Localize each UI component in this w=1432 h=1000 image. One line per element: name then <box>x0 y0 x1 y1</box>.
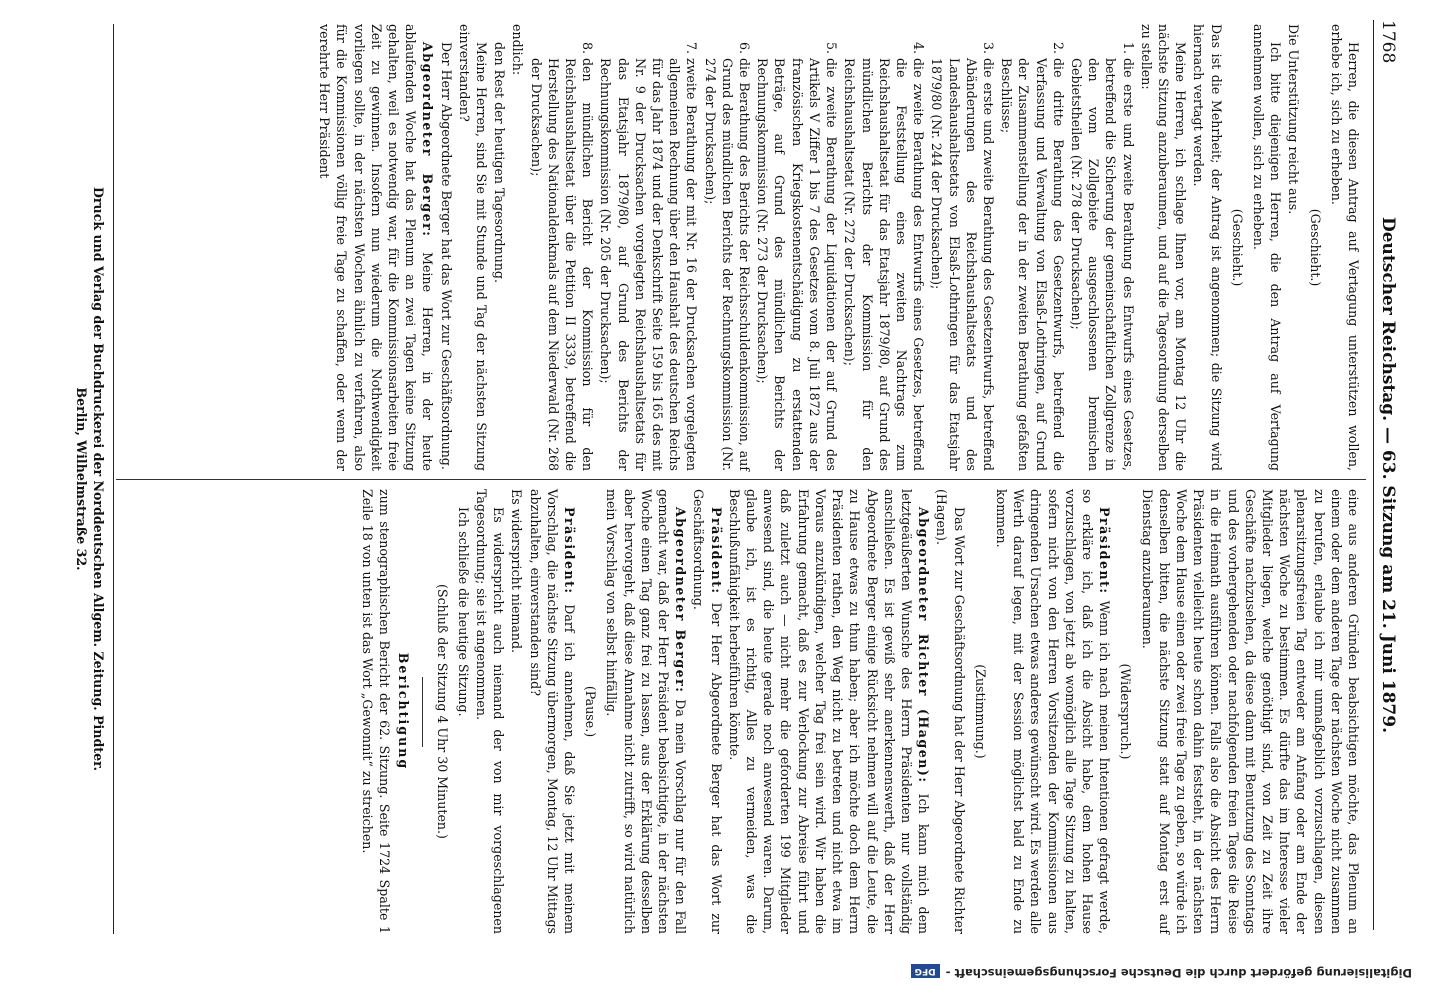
paragraph-text: endlich: <box>510 24 526 76</box>
agenda-item: 5. die zweite Berathung der Liquidationen der auf Grund des Artikels V Ziffer 1 bis 7 des Gesetzes vom 8. Juli 1872 aus der französischen Kriegskostenentschädigung zu erstattenden Beträge, auf Grund des mündlichen Berichts der Rechnungskommission (Nr. 273 der Drucksachen); <box>754 58 840 471</box>
dfg-logo: DFG <box>911 964 940 978</box>
paragraph-text: (Widerspruch.) <box>1118 663 1134 760</box>
paragraph-text: (Geschieht.) <box>1307 208 1323 287</box>
stage-direction <box>582 489 599 934</box>
speaker-name: Abgeordneter Berger: <box>673 507 689 694</box>
paragraph-text: Meine Herren, in der heute ablaufenden Woche hat das Plenum an zwei Tagen keine Sitzung gehalten, weil es notwendig war, für die Kommissionsarbeiten freie Zeit zu gewinnen. Insofern nun wiederum die Nothwendigkeit vorliegen sollte, in der nächsten Wochen ähnlich zu verfahren, also für die Kommissionen völlig freie Tage zu schaffen, oder wenn der verehrte Herr Präsident <box>317 24 436 471</box>
paragraph-text: Ich schließe die heutige Sitzung. <box>455 507 471 717</box>
stage-direction <box>1117 489 1134 934</box>
column-divider <box>116 479 1366 480</box>
stage-direction <box>1229 24 1246 471</box>
paragraph-text: Der Herr Abgeordnete Berger hat das Wort zur Geschäftsordnung. <box>691 489 724 934</box>
speech-paragraph <box>726 489 932 934</box>
stage-direction <box>972 489 989 934</box>
paragraph-text: Darf ich annehmen, daß Sie jetzt mit meinem Vorschlag, die nächste Sitzung übermorgen, Montag, 12 Uhr Mittags abzuhalten, einverstanden sind? <box>527 489 578 934</box>
agenda-item: 2. die dritte Berathung des Gesetzentwurfs, betreffend die Verfassung und Verwaltung von Elsaß-Lothringen, auf Grund der Zusammenstellung der in der zweiten Berathung gefaßten Beschlüsse; <box>998 58 1067 471</box>
paragraph <box>437 24 454 471</box>
right-column-body <box>433 489 1362 934</box>
paragraph <box>491 24 508 471</box>
stage-direction <box>433 489 450 934</box>
paragraph <box>455 489 472 934</box>
speech-paragraph <box>603 489 689 934</box>
paragraph <box>1285 24 1302 471</box>
paragraph-text: Es widerspricht auch niemand der von mir vorgeschlagenen Tagesordnung; sie ist angenommen. <box>474 489 507 934</box>
paragraph-text: (Pause.) <box>583 685 599 738</box>
paragraph-text: Das Wort zur Geschäftsordnung hat der Herr Abgeordnete Richter (Hagen). <box>934 489 967 934</box>
paragraph-text: eine aus anderen Gründen beabsichtigen möchte, das Plenum an einem oder dem anderen Tage der nächsten Woche nicht zusammen zu berufen, erlaube ich mir unmaßgeblich vorzuschlagen, diesen plenarsitzungsfreien Tag entweder am Anfang oder am Ende der nächsten Woche zu bestimmen. Es dürfte das im Interesse vieler Mitglieder liegen, welche genöthigt sind, von Zeit zu Zeit ihre Geschäfte nachzusehen, da diese dann mit Benutzung des Sonntags und des vorhergehenden oder nachfolgenden freien Tages die Reise in die Heimath ausführen können. Falls also die Absicht des Herrn Präsidenten vielleicht heute schon dahin feststeht, in der nächsten Woche dem Hause einen oder zwei freie Tage zu geben, so würde ich denselben bitten, die nächste Sitzung statt auf Montag erst auf Dienstag anzuberaumen. <box>1139 489 1361 934</box>
imprint <box>73 24 114 934</box>
speech-paragraph <box>316 24 436 471</box>
digitization-note <box>32 956 1412 990</box>
paragraph <box>1328 24 1362 471</box>
paragraph <box>933 489 967 934</box>
running-header <box>1373 20 1402 930</box>
correction-text: zum stenographischen Bericht der 62. Sitzung. Seite 1724 Spalte 1 Zeile 18 von unten ist das Wort „Gewonnit“ zu streichen. <box>360 489 393 934</box>
left-column-outro <box>316 24 526 471</box>
speaker-name: Präsident: <box>1097 507 1113 595</box>
agenda-item: 7. zweite Berathung der mit Nr. 16 der Drucksachen vorgelegten allgemeinen Rechnung über den Haushalt des deutschen Reichs für das Jahr 1874 und der Denkschrift Seite 159 bis 165 des mit Nr. 9 der Drucksachen vorgelegten Reichshaushaltsetats für das Etatsjahr 1879/80, auf Grund des Berichts der Rechnungskommission (Nr. 205 der Drucksachen); <box>597 58 700 471</box>
paragraph-text: Wenn ich nach meinen Intentionen gefragt werde, so erkläre ich, daß ich die Absicht habe, dem hohen Hause vorzuschlagen, von jetzt ab womöglich alle Tage Sitzung zu halten, sofern nicht von den Herren Vorsitzenden der Kommissionen aus dringenden Ursachen etwas anderes gewünscht wird. Es werden alle Werth darauf legen, mit der Session möglichst bald zu Ende zu kommen. <box>993 489 1113 934</box>
paragraph <box>1138 24 1190 471</box>
agenda-item: 6. die Berathung des Berichts der Reichsschuldenkommission, auf Grund des mündlichen Berichts der Rechnungskommission (Nr. 274 der Drucksachen); <box>701 58 753 471</box>
paragraph-text: Da mein Vorschlag nur für den Fall gemacht war, daß der Herr Präsident beabsichtigte, in der nächsten Woche einen Tag ganz frei zu lassen, aus der Erklärung desselben aber hervorgeht, daß diese Annahme nicht zutrifft, so wird natürlich mein Vorschlag von selbst hinfällig. <box>604 489 689 934</box>
paragraph-text: Die Unterstützung reicht aus. <box>1286 24 1302 215</box>
paragraph-text: Ich kann mich dem letztgeäußerten Wunsche des Herrn Präsidenten nur vollständig anschließen. Es ist gewiß sehr anerkennenswerth, daß der Herr Abgeordnete Berger einige Rücksicht nehmen will auf die Leute, die zu Hause etwas zu thun haben; aber ich möchte doch dem Herrn Präsidenten rathen, den Weg nicht zu betreten und nicht etwa im Voraus anzukündigen, welcher Tag frei sein wird. Wir haben die Erfahrung gemacht, daß es zur Verlockung zur Abreise führt und daß zuletzt auch — nicht mehr die geforderten 199 Mitglieder anwesend sind, die heute gerade noch anwesend waren. Darum, glaube ich, ist es richtig, Alles zu vermeiden, was die Beschlußunfähigkeit herbeiführen könnte. <box>726 489 932 934</box>
speaker-name: Abgeordneter Berger: <box>420 42 436 238</box>
right-column <box>358 489 1362 934</box>
imprint-line-1: Druck und Verlag der Buchdruckerei der Norddeutschen Allgem. Zeitung. Pindter. <box>91 187 106 771</box>
paragraph-text: den Rest der heutigen Tagesordnung. <box>492 42 508 283</box>
paragraph-text: Es widerspricht niemand. <box>509 489 525 654</box>
agenda-item: 8. den mündlichen Bericht der Kommission für den Reichshaushaltsetat über die Petition II 3339, betreffend die Herstellung des Nationaldenkmals auf dem Niederwald (Nr. 268 der Drucksachen); <box>527 58 596 471</box>
paragraph <box>1190 24 1224 471</box>
speaker-name: Präsident: <box>708 507 724 595</box>
left-column <box>315 24 1362 471</box>
speech-paragraph <box>993 489 1113 934</box>
imprint-line-2: Berlin, Wilhelmstraße 32. <box>74 387 89 571</box>
paragraph <box>509 24 526 471</box>
paragraph <box>1138 489 1362 934</box>
paragraph-text: Meine Herren, ich schlage Ihnen vor, am Montag 12 Uhr die nächste Sitzung anzuberaumen, und auf die Tagesordnung derselben zu stellen: <box>1138 24 1189 471</box>
stage-direction <box>1306 24 1323 471</box>
agenda-item: 1. die erste und zweite Berathung des Entwurfs eines Gesetzes, betreffend die Sicherung der gemeinschaftlichen Zollgrenze in den vom Zollgebiete ausgeschlossenen bremischen Gebietstheilen (Nr. 278 der Drucksachen); <box>1068 58 1137 471</box>
speech-paragraph <box>690 489 724 934</box>
digitization-text: Digitalisierung gefördert durch die Deutsche Forschungsgemeinschaft - <box>945 966 1412 980</box>
speech-paragraph <box>526 489 578 934</box>
separator-rule <box>422 677 423 747</box>
page-number: 1768 <box>1378 20 1398 64</box>
paragraph-text: (Geschieht.) <box>1229 208 1245 287</box>
paragraph-text: Herren, die diesen Antrag auf Vertagung unterstützen wollen, erhebe ich, sich zu erheben. <box>1328 24 1361 471</box>
paragraph-text: Meine Herren, sind Sie mit Stunde und Tag der nächsten Sitzung einverstanden? <box>456 24 490 471</box>
paragraph <box>1250 24 1284 471</box>
agenda-item: 3. die erste und zweite Berathung des Gesetzentwurfs, betreffend Abänderungen des Reichshaushaltsetats und des Landeshaushaltsetats von Elsaß-Lothringen für das Etatsjahr 1879/80 (Nr. 244 der Drucksachen); <box>928 58 997 471</box>
agenda-list <box>527 24 1136 471</box>
paragraph-text: Das ist die Mehrheit; der Antrag ist angenommen; die Sitzung wird hiernach vertagt werden. <box>1191 24 1224 471</box>
paragraph-text: (Schluß der Sitzung 4 Uhr 30 Minuten.) <box>434 584 450 839</box>
paragraph <box>473 489 507 934</box>
paragraph <box>508 489 525 934</box>
paragraph-text: Ich bitte diejenigen Herren, die den Antrag auf Vertagung annehmen wollen, sich zu erheben. <box>1250 24 1284 471</box>
speaker-name: Abgeordneter Richter (Hagen): <box>916 507 932 784</box>
agenda-item: 4. die zweite Berathung des Entwurfs eines Gesetzes, betreffend die Feststellung eines zweiten Nachtrags zum Reichshaushaltsetat für das Etatsjahr 1879/80, auf Grund des mündlichen Berichts der Kommission für den Reichshaushaltsetat (Nr. 272 der Drucksachen); <box>841 58 927 471</box>
running-title: Deutscher Reichstag. — 63. Sitzung am 21. Juni 1879. <box>1378 217 1398 733</box>
paragraph <box>456 24 490 471</box>
speaker-name: Präsident: <box>562 507 578 595</box>
left-column-intro <box>1138 24 1362 471</box>
paragraph-text: (Zustimmung.) <box>972 664 988 759</box>
paragraph-text: Der Herr Abgeordnete Berger hat das Wort zur Geschäftsordnung. <box>438 42 454 470</box>
correction-title: Berichtigung <box>396 652 412 771</box>
